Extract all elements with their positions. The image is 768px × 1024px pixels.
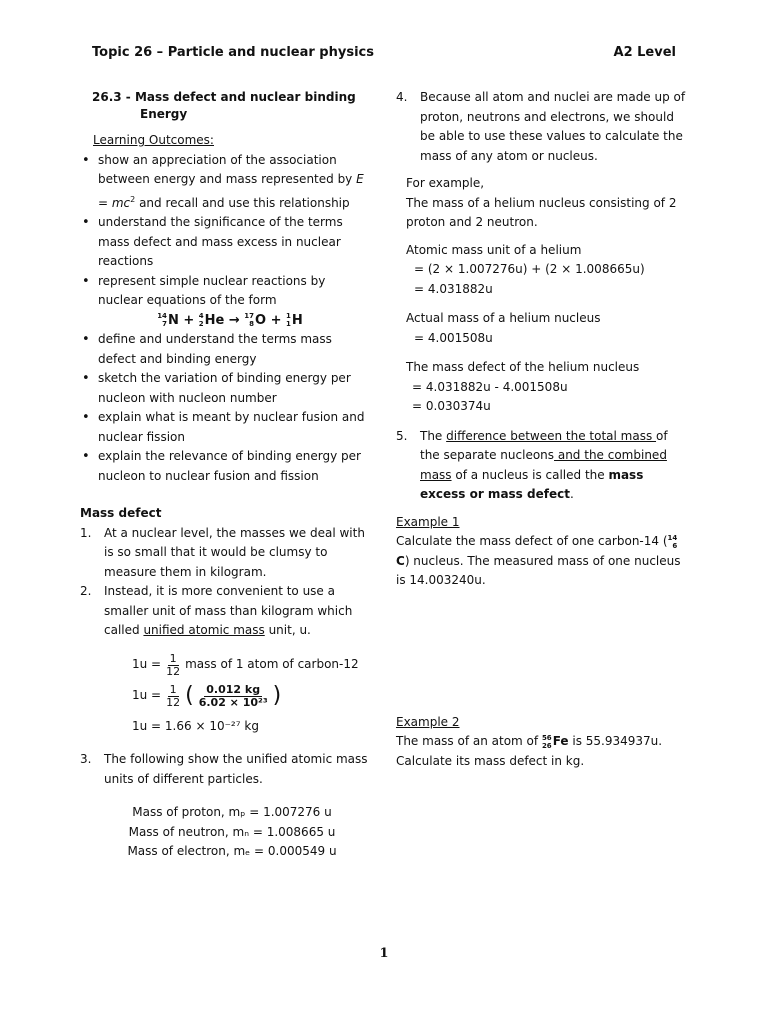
list-item: • show an appreciation of the association between energy and mass represented by $E = mc^2$ and recall and use this relationship [80, 151, 370, 214]
right-list [396, 88, 688, 166]
learning-outcomes-list-cont [80, 330, 370, 486]
list-item: • explain the relevance of binding energy per nucleon to nuclear fusion and fission [80, 447, 370, 486]
mass-defect-list-cont [80, 750, 370, 789]
example-2-text: The mass of an atom of 56 26 Fe is 55.934937u. [396, 733, 663, 750]
list-item: 4. Because all atom and nuclei are made up of proton, neutrons and electrons, we should be able to use these values to calculate the mass of any atom or nucleus. [396, 90, 686, 163]
learning-outcomes-list [80, 151, 370, 311]
left-column [80, 88, 370, 862]
list-item: • represent simple nuclear reactions by nuclear equations of the form [80, 272, 370, 311]
list-item: 2. Instead, it is more convenient to use a smaller unit of mass than kilogram which called unified atomic mass unit, u. [80, 584, 353, 637]
example-2-title: Example 2 [396, 714, 460, 729]
helium-example: For example, [406, 176, 485, 190]
helium-amu: Atomic mass unit of a helium = (2 × 1.007276u) + (2 × 1.008665u) = 4.031882u [406, 242, 645, 296]
right-list-cont [396, 427, 688, 505]
particle-masses: Mass of proton, mₚ = 1.007276 u Mass of neutron, mₙ = 1.008665 u Mass of electron, mₑ = 0.000549 u [127, 805, 337, 858]
unified-mass-kg: 1u = 1.66 × 10⁻²⁷ kg [132, 718, 259, 733]
emc2-formula: E = mc [98, 172, 364, 210]
list-item: • explain what is meant by nuclear fusion and nuclear fission [80, 408, 370, 447]
example-1-text: Calculate the mass defect of one carbon-14 ( 14 6 C) nucleus. The measured mass of one nucleus is 14.003240u. [396, 533, 681, 587]
list-item: 3. The following show the unified atomic mass units of different particles. [80, 752, 368, 786]
unified-mass-equations: 1u = $\frac{1}{12}$ mass of 1 atom of carbon-12 1u = $\frac{1}{12}$ ( $\frac{0.012 kg}{\text{6.02 × 10²³}}$ ) 1u = 1.66 × 10⁻²⁷ kg [80, 653, 370, 737]
page-number: 1 [379, 946, 389, 961]
nuclear-equation: 14 7 N + 4 2 He → 17 8 O + 1 1 H [157, 312, 303, 328]
mass-defect-heading: Mass defect [80, 506, 162, 520]
mass-defect-list [80, 524, 370, 641]
list-item: • sketch the variation of binding energy per nucleon with nucleon number [80, 369, 370, 408]
right-column: 4. Because all atom and nuclei are made up of proton, neutrons and electrons, we should be able to use these values to calculate the mass of any atom or nucleus. For example, The mass of a helium nucleus consisting of 2 proton and 2 neutron. Atomic mass unit of a helium = (2 × 1.007276u) + (2 × 1.008665u) = 4.031882u Actual mass of a helium nucleus = 4.001508u The mass defect of the helium nucleus = 4.031882u - 4.001508u = 0.030374u 5. The difference between the total mass of the separate nucleons and the combined mass of a nucleus is called the mass excess or mass defect. Example 1 Calculate the mass defect of one carbon-14 ( 14 6 C) nucleus. The measured mass of one nucleus is 14.003240u. Example 2 The mass of an atom of 56 26 Fe is 55.934937u. Calculate its mass defect in kg. [396, 88, 688, 771]
learning-outcomes-title: Learning Outcomes: [93, 133, 214, 147]
list-item: • define and understand the terms mass defect and binding energy [80, 330, 370, 369]
header-topic: Topic 26 – Particle and nuclear physics [92, 45, 374, 60]
list-item: • understand the significance of the terms mass defect and mass excess in nuclear reactions [80, 213, 370, 272]
list-item: 1. At a nuclear level, the masses we deal with is so small that it would be clumsy to measure them in kilogram. [80, 525, 365, 579]
list-item: 5. The difference between the total mass of the separate nucleons and the combined mass of a nucleus is called the mass excess or mass defect. [396, 428, 668, 501]
section-title: 26.3 - Mass defect and nuclear binding Energy [92, 90, 356, 121]
example-1-title: Example 1 [396, 514, 460, 529]
helium-actual: Actual mass of a helium nucleus = 4.001508u [406, 311, 601, 345]
header-level: A2 Level [613, 45, 676, 60]
helium-defect: The mass defect of the helium nucleus = 4.031882u - 4.001508u = 0.030374u [406, 360, 640, 413]
